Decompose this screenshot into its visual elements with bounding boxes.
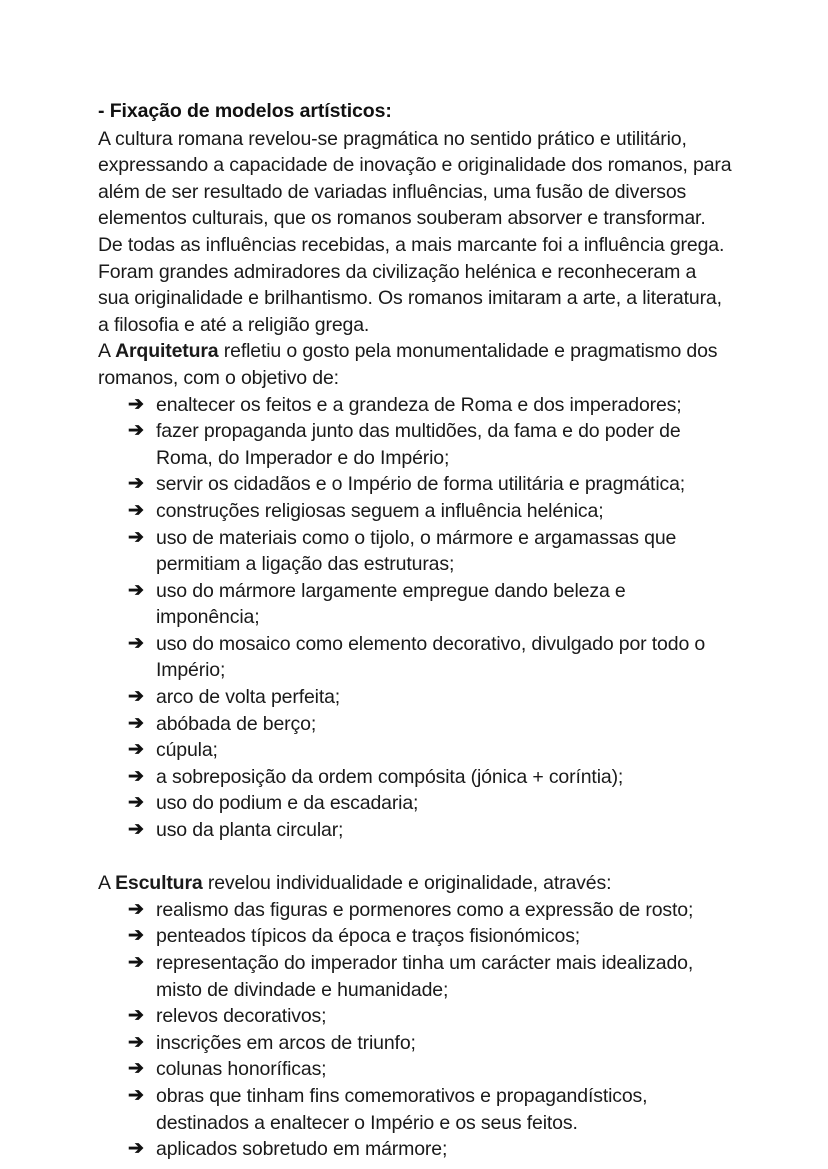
intro-paragraph: A cultura romana revelou-se pragmática no sentido prático e utilitário, expressando a capacidade de inovação e originalidade dos romanos, para além de ser resultado de variadas influências, uma fusão de diversos elementos culturais, que os romanos souberam absorver e transformar. De todas as influências recebidas, a mais marcante foi a influência grega. Foram grandes admiradores da civilização helénica e reconheceram a sua originalidade e brilhantismo. Os romanos imitaram a arte, a literatura, a filosofia e até a religião grega. — [98, 127, 732, 336]
list-item-label: uso do mármore largamente empregue dando beleza e imponência; — [156, 579, 626, 629]
arrow-bullet-icon: ➔ — [128, 1138, 144, 1160]
arrow-bullet-icon: ➔ — [128, 1058, 144, 1080]
list-item-label: fazer propaganda junto das multidões, da fama e do poder de Roma, do Imperador e do Império; — [156, 420, 681, 469]
list-item-label: penteados típicos da época e traços fisionómicos; — [156, 925, 581, 948]
arrow-bullet-icon: ➔ — [128, 739, 144, 761]
list-item-label: a sobreposição da ordem compósita (jónica + coríntia); — [156, 765, 624, 788]
list-item-label: arco de volta perfeita; — [156, 686, 341, 709]
arrow-bullet-icon: ➔ — [128, 420, 144, 442]
escultura-keyword: Escultura — [115, 872, 203, 895]
list-item — [128, 418, 732, 471]
list-item — [128, 471, 732, 498]
arrow-bullet-icon: ➔ — [128, 499, 144, 521]
arquitetura-list — [98, 392, 732, 844]
list-item — [128, 737, 732, 764]
list-item — [128, 684, 732, 711]
arrow-bullet-icon: ➔ — [128, 473, 144, 495]
list-item-label: uso do mosaico como elemento decorativo, divulgado por todo o Império; — [156, 632, 706, 682]
arrow-bullet-icon: ➔ — [128, 712, 144, 734]
arrow-bullet-icon: ➔ — [128, 1084, 144, 1106]
list-item — [128, 631, 732, 684]
list-item-label: colunas honoríficas; — [156, 1058, 327, 1081]
arrow-bullet-icon: ➔ — [128, 1005, 144, 1027]
list-item — [128, 1003, 732, 1030]
arquitetura-lead — [98, 338, 732, 391]
arquitetura-lead-suffix: refletiu o gosto pela monumentalidade e pragmatismo dos romanos, com o objetivo de: — [98, 340, 718, 389]
arrow-bullet-icon: ➔ — [128, 686, 144, 708]
list-item — [128, 950, 732, 1003]
list-item-label: enaltecer os feitos e a grandeza de Roma e dos imperadores; — [156, 393, 682, 416]
arquitetura-lead-prefix: A — [98, 340, 116, 363]
list-item-label: abóbada de berço; — [156, 712, 317, 735]
arquitetura-keyword: Arquitetura — [115, 340, 219, 363]
arrow-bullet-icon: ➔ — [128, 925, 144, 947]
escultura-list — [98, 897, 732, 1163]
arrow-bullet-icon: ➔ — [128, 579, 144, 601]
list-item — [128, 1056, 732, 1083]
list-item-label: obras que tinham fins comemorativos e propagandísticos, destinados a enaltecer o Império e os seus feitos. — [156, 1084, 648, 1134]
list-item — [128, 578, 732, 631]
list-item-label: representação do imperador tinha um carácter mais idealizado, misto de divindade e humanidade; — [156, 952, 694, 1001]
list-item-label: uso de materiais como o tijolo, o mármore e argamassas que permitiam a ligação das estruturas; — [156, 526, 677, 576]
list-item — [128, 711, 732, 738]
list-item-label: cúpula; — [156, 739, 218, 762]
list-item-label: relevos decorativos; — [156, 1005, 327, 1028]
list-item — [128, 923, 732, 950]
list-item — [128, 764, 732, 791]
list-item-label: uso do podium e da escadaria; — [156, 792, 419, 815]
list-item-label: servir os cidadãos e o Império de forma utilitária e pragmática; — [156, 473, 686, 496]
list-item — [128, 817, 732, 844]
document-body — [98, 98, 732, 1163]
list-item — [128, 897, 732, 924]
list-item-label: construções religiosas seguem a influência helénica; — [156, 499, 604, 522]
arrow-bullet-icon: ➔ — [128, 819, 144, 841]
page-title: - Fixação de modelos artísticos: — [98, 100, 392, 122]
escultura-lead-prefix: A — [98, 872, 116, 895]
arrow-bullet-icon: ➔ — [128, 1031, 144, 1053]
list-item — [128, 392, 732, 419]
list-item — [128, 1083, 732, 1136]
section-spacer — [98, 844, 732, 871]
list-item-label: aplicados sobretudo em mármore; — [156, 1138, 448, 1161]
list-item-label: uso da planta circular; — [156, 819, 344, 842]
list-item — [128, 525, 732, 578]
arrow-bullet-icon: ➔ — [128, 393, 144, 415]
list-item — [128, 498, 732, 525]
list-item — [128, 1030, 732, 1057]
list-item-label: realismo das figuras e pormenores como a expressão de rosto; — [156, 898, 694, 921]
arrow-bullet-icon: ➔ — [128, 765, 144, 787]
arrow-bullet-icon: ➔ — [128, 526, 144, 548]
list-item-label: inscrições em arcos de triunfo; — [156, 1031, 416, 1054]
arrow-bullet-icon: ➔ — [128, 898, 144, 920]
arrow-bullet-icon: ➔ — [128, 792, 144, 814]
arrow-bullet-icon: ➔ — [128, 952, 144, 973]
list-item — [128, 790, 732, 817]
arrow-bullet-icon: ➔ — [128, 632, 144, 654]
list-item — [128, 1136, 732, 1163]
escultura-lead-suffix: revelou individualidade e originalidade, através: — [202, 872, 612, 895]
escultura-lead — [98, 870, 732, 897]
